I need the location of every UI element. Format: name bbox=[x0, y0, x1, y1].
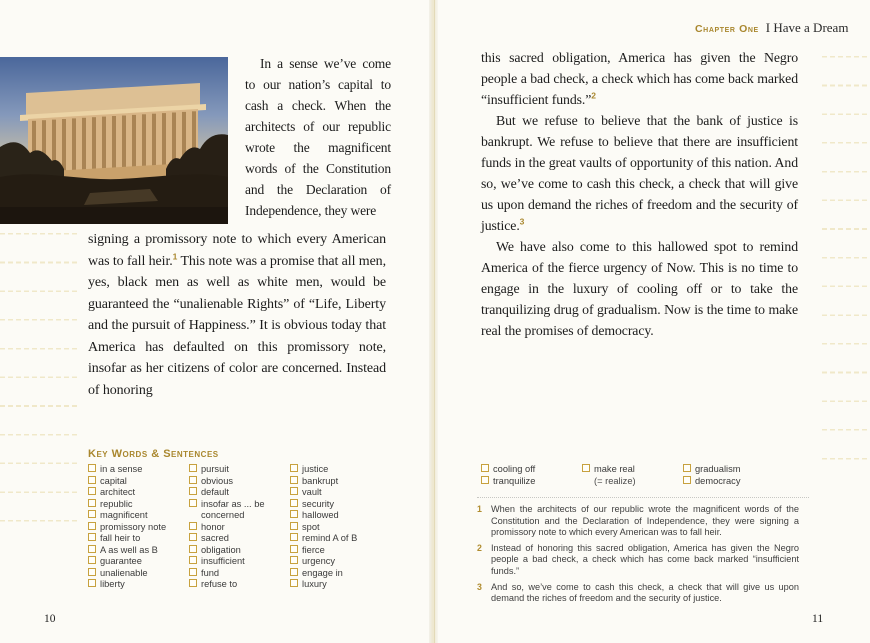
keyword-label: sacred bbox=[201, 533, 229, 543]
keyword-item bbox=[189, 533, 290, 545]
keyword-checkbox[interactable] bbox=[290, 510, 298, 518]
keyword-item bbox=[290, 510, 402, 522]
keyword-checkbox[interactable] bbox=[189, 522, 197, 530]
keyword-checkbox[interactable] bbox=[88, 476, 96, 484]
keyword-label: obvious bbox=[201, 475, 234, 486]
keyword-item bbox=[88, 533, 189, 545]
keyword-label: make real bbox=[594, 464, 635, 474]
keyword-checkbox[interactable] bbox=[290, 533, 298, 541]
keyword-checkbox[interactable] bbox=[189, 556, 197, 564]
keyword-label: security bbox=[302, 498, 335, 509]
keyword-label: fierce bbox=[302, 544, 325, 555]
keyword-label: fund bbox=[201, 567, 220, 578]
body-text: This note was a promise that all men, yes, black men as well as white men, would be guaranteed the “unalienable Rights” of “Life, Liberty and the pursuit of Happiness.” It is obvious today that America has defaulted on this promissory note, insofar as her citizens of color are concerned. Instead of honoring bbox=[88, 253, 386, 398]
keyword-label: democracy bbox=[695, 475, 741, 486]
body-text: this sacred obligation, America has given the Negro people a bad check, a check which has come back marked “insufficient funds.” bbox=[481, 50, 798, 107]
keyword-label: pursuit bbox=[201, 464, 229, 474]
keyword-item bbox=[189, 476, 290, 488]
footnote-text: Instead of honoring this sacred obligation, America has given the Negro people a bad check, a check which has come back marked “insufficient funds.” bbox=[491, 542, 799, 576]
footnote-ref-3: 3 bbox=[519, 216, 525, 227]
page-number-right: 11 bbox=[812, 613, 824, 625]
keyword-item bbox=[290, 476, 402, 488]
keyword-item bbox=[88, 487, 189, 499]
keyword-item bbox=[88, 579, 189, 591]
keywords-column bbox=[88, 464, 189, 591]
keyword-item bbox=[290, 487, 402, 499]
keyword-item bbox=[189, 464, 290, 476]
chapter-label: Chapter One bbox=[695, 23, 759, 35]
keyword-checkbox[interactable] bbox=[683, 464, 691, 472]
left-margin-rules bbox=[0, 233, 78, 533]
keyword-checkbox[interactable] bbox=[88, 579, 96, 587]
keyword-checkbox[interactable] bbox=[582, 464, 590, 472]
body-paragraph bbox=[481, 236, 798, 341]
keyword-item bbox=[189, 579, 290, 591]
keyword-item bbox=[290, 579, 402, 591]
keywords-list-left bbox=[88, 464, 418, 591]
keyword-item bbox=[88, 510, 189, 522]
keyword-item bbox=[88, 522, 189, 534]
keyword-checkbox[interactable] bbox=[88, 533, 96, 541]
keyword-checkbox[interactable] bbox=[189, 487, 197, 495]
keyword-checkbox[interactable] bbox=[88, 545, 96, 553]
keyword-checkbox[interactable] bbox=[88, 487, 96, 495]
keyword-checkbox[interactable] bbox=[189, 464, 197, 472]
footnote-item bbox=[477, 582, 799, 605]
keyword-item bbox=[290, 568, 402, 580]
keyword-item bbox=[88, 464, 189, 476]
keyword-item bbox=[290, 556, 402, 568]
keyword-checkbox[interactable] bbox=[88, 510, 96, 518]
keyword-label: vault bbox=[302, 487, 322, 497]
keyword-item bbox=[88, 476, 189, 488]
footnotes bbox=[477, 504, 799, 609]
keyword-label: obligation bbox=[201, 544, 241, 555]
keyword-label: architect bbox=[100, 487, 136, 497]
keyword-label: magnificent bbox=[100, 510, 148, 520]
keyword-note: (= realize) bbox=[594, 475, 636, 486]
keyword-checkbox[interactable] bbox=[290, 568, 298, 576]
keyword-checkbox[interactable] bbox=[189, 476, 197, 484]
keyword-checkbox[interactable] bbox=[189, 533, 197, 541]
running-head bbox=[695, 20, 848, 36]
body-paragraph bbox=[88, 229, 386, 401]
keyword-checkbox[interactable] bbox=[290, 579, 298, 587]
keywords-column bbox=[582, 464, 683, 487]
footnote-number: 2 bbox=[477, 542, 482, 553]
keyword-checkbox[interactable] bbox=[189, 568, 197, 576]
footnote-item bbox=[477, 504, 799, 539]
keyword-item bbox=[88, 568, 189, 580]
body-paragraph bbox=[481, 47, 798, 110]
keyword-checkbox[interactable] bbox=[481, 464, 489, 472]
keyword-label: capital bbox=[100, 475, 127, 486]
keywords-column bbox=[290, 464, 402, 591]
page-number-left: 10 bbox=[44, 613, 56, 625]
footnote-divider bbox=[477, 497, 809, 498]
keywords-heading: Key Words & Sentences bbox=[88, 448, 219, 460]
keyword-label: cooling off bbox=[493, 464, 536, 474]
keyword-checkbox[interactable] bbox=[290, 545, 298, 553]
keyword-checkbox[interactable] bbox=[290, 522, 298, 530]
keyword-label: remind A of B bbox=[302, 533, 358, 543]
keyword-checkbox[interactable] bbox=[290, 464, 298, 472]
keyword-checkbox[interactable] bbox=[189, 579, 197, 587]
footnote-text: When the architects of our republic wrote the magnificent words of the Constitution and the Declaration of Independence, they were signing a promissory note to which every American was to fall heir. bbox=[491, 504, 799, 538]
body-paragraph bbox=[481, 110, 798, 236]
keyword-item bbox=[290, 545, 402, 557]
keyword-checkbox[interactable] bbox=[481, 476, 489, 484]
keyword-label: refuse to bbox=[201, 579, 238, 589]
keyword-label: promissory note bbox=[100, 521, 167, 532]
page-gutter-line bbox=[434, 0, 435, 643]
keyword-label: tranquilize bbox=[493, 475, 536, 486]
body-text: But we refuse to believe that the bank of justice is bankrupt. We refuse to believe that there are insufficient funds in the great vaults of opportunity of this nation. And so, we’ve come to cash this check, a check that will give us upon demand the riches of freedom and the security of justice. bbox=[481, 113, 798, 233]
keyword-item bbox=[88, 499, 189, 511]
keywords-column bbox=[189, 464, 290, 591]
lincoln-memorial-photo bbox=[0, 57, 228, 224]
keyword-checkbox[interactable] bbox=[88, 568, 96, 576]
keyword-label: spot bbox=[302, 521, 320, 532]
chapter-title: I Have a Dream bbox=[765, 20, 849, 35]
keyword-label: justice bbox=[302, 464, 329, 474]
keywords-column bbox=[683, 464, 795, 487]
keyword-checkbox[interactable] bbox=[290, 487, 298, 495]
keyword-checkbox[interactable] bbox=[290, 499, 298, 507]
keyword-label: honor bbox=[201, 521, 225, 532]
keyword-checkbox[interactable] bbox=[88, 556, 96, 564]
keyword-label: hallowed bbox=[302, 510, 339, 520]
keyword-label: republic bbox=[100, 498, 133, 509]
keyword-item bbox=[189, 568, 290, 580]
keyword-item bbox=[189, 499, 290, 522]
keywords-column bbox=[481, 464, 582, 487]
footnote-item bbox=[477, 543, 799, 578]
body-text: signing a promissory note to which every American was to fall heir. bbox=[88, 232, 386, 269]
intro-paragraph bbox=[245, 53, 391, 221]
keyword-label: urgency bbox=[302, 556, 336, 566]
keyword-checkbox[interactable] bbox=[189, 545, 197, 553]
footnote-ref-1: 1 bbox=[172, 250, 178, 261]
body-column bbox=[481, 47, 798, 341]
keyword-checkbox[interactable] bbox=[290, 476, 298, 484]
keyword-item bbox=[290, 499, 402, 511]
keyword-label: unalienable bbox=[100, 567, 148, 578]
keyword-label: insufficient bbox=[201, 556, 245, 566]
intro-paragraph-text: In a sense we’ve come to our nation’s capital to cash a check. When the architects of our republic wrote the magnificent words of the Constitution and the Declaration of Independence, they were bbox=[245, 56, 391, 218]
keyword-item bbox=[481, 476, 582, 488]
keyword-checkbox[interactable] bbox=[683, 476, 691, 484]
keyword-label: fall heir to bbox=[100, 533, 141, 543]
right-margin-rules bbox=[822, 56, 870, 471]
keyword-item bbox=[290, 522, 402, 534]
keyword-item bbox=[189, 545, 290, 557]
keyword-item bbox=[582, 464, 683, 487]
body-text: We have also come to this hallowed spot to remind America of the fierce urgency of Now. This is no time to engage in the luxury of cooling off or to take the tranquilizing drug of gradualism. Now is the time to make real the promises of democracy. bbox=[481, 239, 798, 338]
keyword-item bbox=[481, 464, 582, 476]
keyword-label: A as well as B bbox=[100, 544, 158, 555]
keyword-checkbox[interactable] bbox=[88, 499, 96, 507]
keyword-checkbox[interactable] bbox=[290, 556, 298, 564]
keyword-checkbox[interactable] bbox=[88, 464, 96, 472]
keyword-item bbox=[290, 464, 402, 476]
keyword-item bbox=[88, 556, 189, 568]
keyword-label: in a sense bbox=[100, 464, 143, 474]
keyword-label: bankrupt bbox=[302, 475, 339, 486]
keyword-item bbox=[290, 533, 402, 545]
keyword-item bbox=[189, 487, 290, 499]
keyword-label: liberty bbox=[100, 579, 125, 589]
keyword-label: gradualism bbox=[695, 464, 741, 474]
footnote-number: 1 bbox=[477, 504, 482, 514]
keyword-item bbox=[88, 545, 189, 557]
keyword-label: luxury bbox=[302, 579, 327, 589]
keyword-label: insofar as ... be concerned bbox=[201, 498, 265, 520]
keyword-label: engage in bbox=[302, 567, 343, 578]
keyword-label: default bbox=[201, 487, 229, 497]
footnote-number: 3 bbox=[477, 581, 482, 592]
keyword-checkbox[interactable] bbox=[88, 522, 96, 530]
footnote-text: And so, we’ve come to cash this check, a check that will give us upon demand the riches of freedom and the security of justice. bbox=[491, 581, 799, 604]
keywords-list-right bbox=[481, 464, 811, 487]
footnote-ref-2: 2 bbox=[591, 90, 596, 101]
keyword-item bbox=[683, 464, 795, 476]
keyword-label: guarantee bbox=[100, 556, 142, 566]
keyword-item bbox=[683, 476, 795, 488]
keyword-item bbox=[189, 556, 290, 568]
keyword-item bbox=[189, 522, 290, 534]
keyword-checkbox[interactable] bbox=[189, 499, 197, 507]
